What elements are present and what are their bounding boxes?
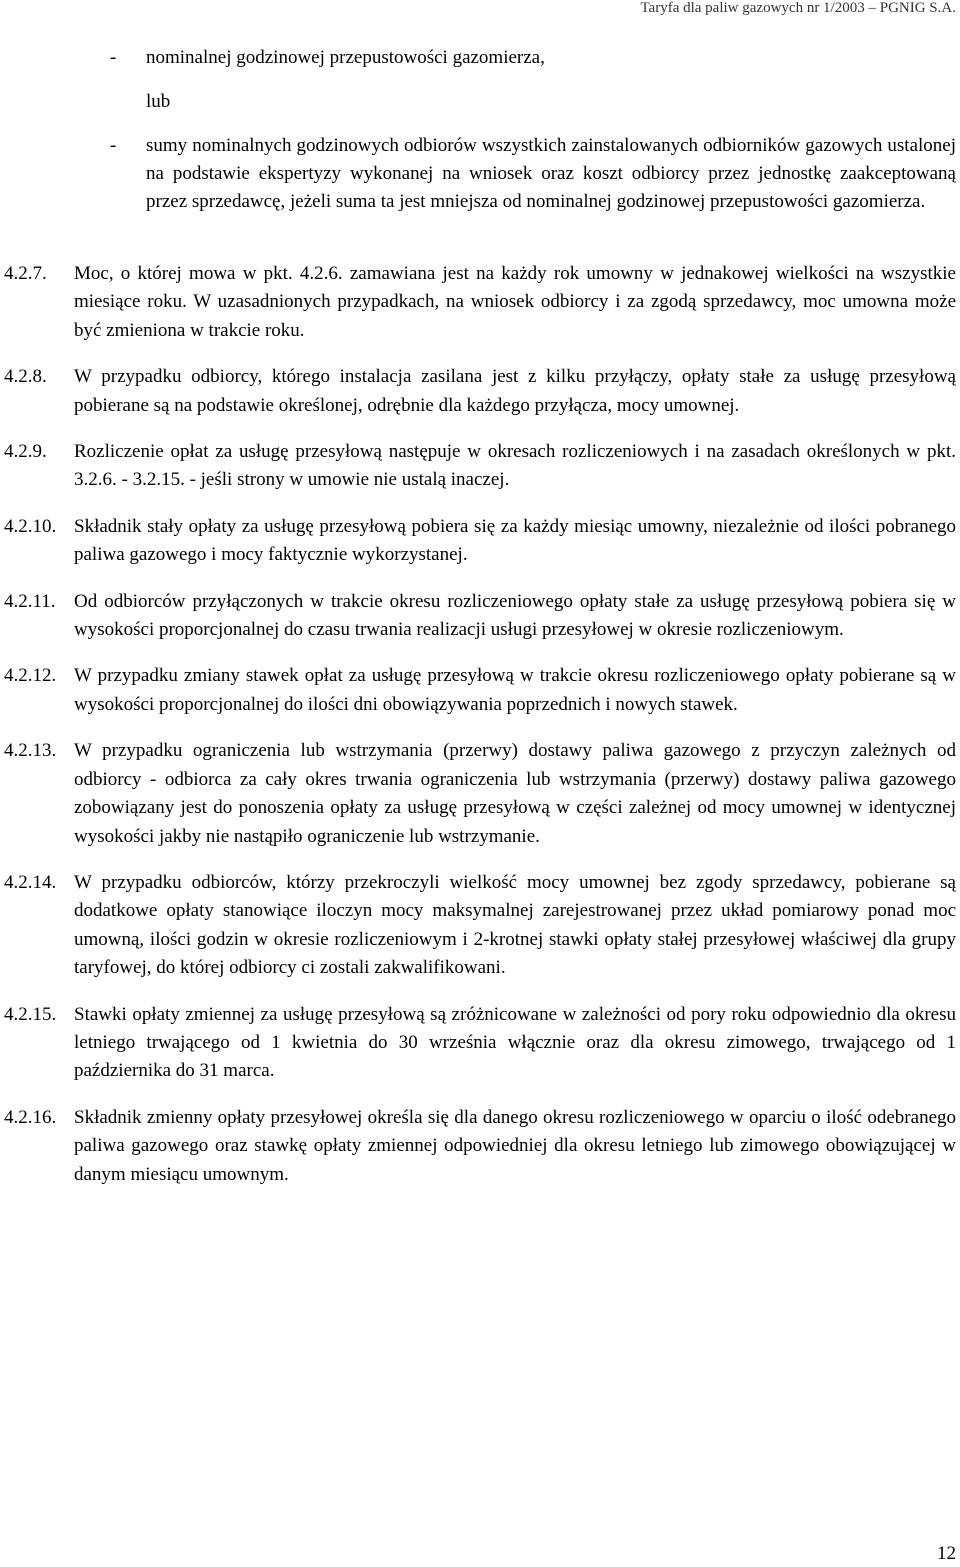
section-number: 4.2.14. (4, 871, 57, 893)
section-list (4, 260, 956, 1207)
section-4-2-11 (4, 588, 956, 645)
section-text: Od odbiorców przyłączonych w trakcie okresu rozliczeniowego opłaty stałe za usługę przesyłową pobiera się w wysokości proporcjonalnej do czasu trwania realizacji usługi przesyłowej w okresie rozliczeniowym. (74, 590, 956, 641)
section-4-2-15 (4, 1001, 956, 1086)
section-number: 4.2.16. (4, 1106, 57, 1128)
section-4-2-12 (4, 662, 956, 719)
section-text: Rozliczenie opłat za usługę przesyłową następuje w okresach rozliczeniowych i na zasadach określonych w pkt. 3.2.6. - 3.2.15. - jeśli strony w umowie nie ustalą inaczej. (74, 441, 956, 491)
section-number: 4.2.15. (4, 1003, 57, 1025)
section-number: 4.2.7. (4, 263, 47, 284)
bullet-item (110, 132, 956, 216)
section-4-2-16 (4, 1104, 956, 1189)
bullet-item (110, 44, 956, 72)
section-4-2-9 (4, 438, 956, 495)
section-text: W przypadku odbiorcy, którego instalacja zasilana jest z kilku przyłączy, opłaty stałe za usługę przesyłową pobierane są na podstawie określonej, odrębnie dla każdego przyłącza, mocy umownej. (74, 366, 956, 416)
section-text: W przypadku zmiany stawek opłat za usługę przesyłową w trakcie okresu rozliczeniowego opłaty pobierane są w wysokości proporcjonalnej do ilości dni obowiązywania poprzednich i nowych stawek. (74, 665, 956, 715)
bullet-dash: - (110, 135, 117, 156)
section-number: 4.2.13. (4, 740, 57, 762)
section-text: W przypadku odbiorców, którzy przekroczyli wielkość mocy umownej bez zgody sprzedawcy, pobierane są dodatkowe opłaty stanowiące iloczyn mocy maksymalnej zarejestrowanej przez układ pomiarowy ponad moc umowną, ilości godzin w okresie rozliczeniowym i 2-krotnej stawki opłaty stałej przesyłowej właściwej dla grupy taryfowej, do której odbiorcy ci zostali zakwalifikowani. (74, 871, 956, 979)
connector-text: lub (146, 91, 171, 112)
section-text: W przypadku ograniczenia lub wstrzymania (przerwy) dostawy paliwa gazowego z przyczyn zależnych od odbiorcy - odbiorca za cały okres trwania ograniczenia lub wstrzymania (przerwy) dostawy paliwa gazowego zobowiązany jest do ponoszenia opłaty za usługę przesyłową w części zależnej od mocy umownej w identycznej wysokości jakby nie nastąpiło ograniczenie lub wstrzymanie. (74, 740, 956, 847)
section-4-2-10 (4, 513, 956, 570)
section-number: 4.2.10. (4, 515, 57, 537)
section-text: Moc, o której mowa w pkt. 4.2.6. zamawiana jest na każdy rok umowny w jednakowej wielkości na wszystkie miesiące roku. W uzasadnionych przypadkach, na wniosek odbiorcy i za zgodą sprzedawcy, moc umowna może być zmieniona w trakcie roku. (74, 263, 956, 341)
bullet-dash: - (110, 47, 117, 68)
section-number: 4.2.11. (4, 590, 56, 612)
section-number: 4.2.8. (4, 366, 47, 388)
section-4-2-13 (4, 737, 956, 851)
running-header: Taryfa dla paliw gazowych nr 1/2003 – PGNIG S.A. (640, 0, 956, 16)
section-text: Składnik stały opłaty za usługę przesyłową pobiera się za każdy miesiąc umowny, niezależnie od ilości pobranego paliwa gazowego i mocy faktycznie wykorzystanej. (74, 515, 956, 566)
section-4-2-14 (4, 869, 956, 983)
page-number: 12 (937, 1543, 956, 1564)
bullet-list (110, 44, 956, 216)
section-number: 4.2.12. (4, 665, 57, 687)
section-text: Stawki opłaty zmiennej za usługę przesyłową są zróżnicowane w zależności od pory roku odpowiednio dla okresu letniego trwającego od 1 kwietnia do 30 września włącznie oraz dla okresu zimowego, trwającego od 1 października do 31 marca. (74, 1003, 956, 1082)
section-text: Składnik zmienny opłaty przesyłowej określa się dla danego okresu rozliczeniowego w oparciu o ilość odebranego paliwa gazowego oraz stawkę opłaty zmiennej odpowiedniej dla okresu letniego lub zimowego obowiązującej w danym miesiącu umownym. (74, 1106, 956, 1185)
section-4-2-7 (4, 260, 956, 345)
section-number: 4.2.9. (4, 441, 47, 463)
bullet-text: sumy nominalnych godzinowych odbiorów wszystkich zainstalowanych odbiorników gazowych ustalonej na podstawie ekspertyzy wykonanej na wniosek oraz koszt odbiorcy przez jednostkę zaakceptowaną przez sprzedawcę, jeżeli suma ta jest mniejsza od nominalnej godzinowej przepustowości gazomierza. (146, 135, 956, 212)
bullet-text: nominalnej godzinowej przepustowości gazomierza, (146, 47, 545, 68)
section-4-2-8 (4, 363, 956, 420)
